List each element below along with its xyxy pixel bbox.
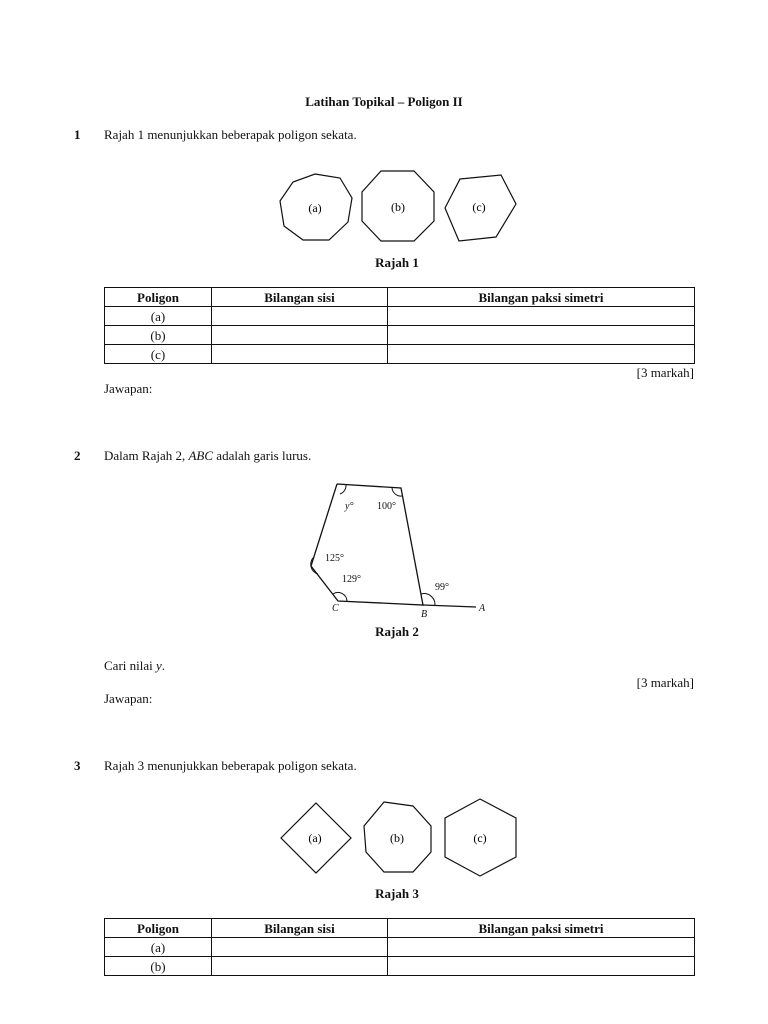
- point-label-b: B: [421, 609, 428, 620]
- angle-label-129: 129°: [342, 574, 361, 585]
- line-name: ABC: [188, 448, 214, 463]
- figure-label-b: (b): [390, 831, 404, 845]
- table-row: [105, 307, 695, 326]
- answer-cell[interactable]: [212, 345, 388, 364]
- answer-cell[interactable]: [212, 957, 388, 976]
- variable-y: y: [156, 658, 162, 673]
- point-label-a: A: [479, 603, 486, 614]
- table-row: [105, 938, 695, 957]
- angle-label-99: 99°: [435, 582, 449, 593]
- header-bilangan-paksi: Bilangan paksi simetri: [388, 288, 695, 307]
- point-label-c: C: [332, 603, 339, 614]
- polygon-outline: [311, 484, 423, 605]
- header-bilangan-paksi: Bilangan paksi simetri: [388, 919, 695, 938]
- figure-label-a: (a): [308, 201, 322, 215]
- rajah-3-figure: [275, 795, 525, 880]
- text-part: adalah garis lurus.: [213, 448, 312, 463]
- row-label: (c): [105, 345, 212, 364]
- rajah-3-caption: Rajah 3: [375, 886, 419, 901]
- question-2-instruction: [104, 658, 165, 674]
- answer-cell[interactable]: [388, 938, 695, 957]
- table-row: [105, 957, 695, 976]
- text-part: Cari nilai: [104, 658, 156, 673]
- text-part: Dalam Rajah 2,: [104, 448, 189, 463]
- table-header-row: [105, 288, 695, 307]
- text-part: .: [161, 658, 166, 673]
- row-label: (a): [105, 307, 212, 326]
- question-2-marks: [3 markah]: [636, 675, 694, 690]
- row-label: (a): [105, 938, 212, 957]
- header-poligon: Poligon: [105, 919, 212, 938]
- question-1-text: Rajah 1 menunjukkan beberapak poligon sekata.: [104, 127, 357, 142]
- answer-cell[interactable]: [212, 307, 388, 326]
- question-1-number: 1: [74, 127, 81, 142]
- figure-label-b: (b): [391, 200, 405, 214]
- rajah-2-caption: Rajah 2: [375, 624, 419, 639]
- question-1-marks: [3 markah]: [636, 365, 694, 380]
- angle-label-125: 125°: [325, 553, 344, 564]
- question-3-table: [104, 918, 695, 976]
- rajah-2-figure: [300, 478, 500, 623]
- header-poligon: Poligon: [105, 288, 212, 307]
- row-label: (b): [105, 326, 212, 345]
- answer-cell[interactable]: [388, 957, 695, 976]
- row-label: (b): [105, 957, 212, 976]
- answer-cell[interactable]: [212, 938, 388, 957]
- angle-arc-y: [340, 485, 346, 494]
- answer-cell[interactable]: [388, 307, 695, 326]
- question-1-table: [104, 287, 695, 364]
- angle-label-100: 100°: [377, 501, 396, 512]
- question-3-number: 3: [74, 758, 81, 773]
- figure-label-a: (a): [308, 831, 322, 845]
- question-2-text: [104, 448, 311, 464]
- angle-arc-100: [392, 488, 402, 496]
- figure-label-c: (c): [472, 200, 486, 214]
- answer-cell[interactable]: [388, 326, 695, 345]
- angle-label-y: y°: [345, 501, 354, 512]
- question-1-answer-label: Jawapan:: [104, 381, 153, 396]
- answer-cell[interactable]: [212, 326, 388, 345]
- line-ba-extension: [423, 605, 476, 607]
- rajah-1-figure: [270, 165, 530, 250]
- table-header-row: [105, 919, 695, 938]
- figure-label-c: (c): [473, 831, 487, 845]
- rajah-1-caption: Rajah 1: [375, 255, 419, 270]
- question-2-number: 2: [74, 448, 81, 463]
- question-2-answer-label: Jawapan:: [104, 691, 153, 706]
- table-row: [105, 345, 695, 364]
- question-3-text: Rajah 3 menunjukkan beberapak poligon sekata.: [104, 758, 357, 773]
- table-row: [105, 326, 695, 345]
- answer-cell[interactable]: [388, 345, 695, 364]
- page-title: Latihan Topikal – Poligon II: [305, 94, 463, 109]
- header-bilangan-sisi: Bilangan sisi: [212, 919, 388, 938]
- header-bilangan-sisi: Bilangan sisi: [212, 288, 388, 307]
